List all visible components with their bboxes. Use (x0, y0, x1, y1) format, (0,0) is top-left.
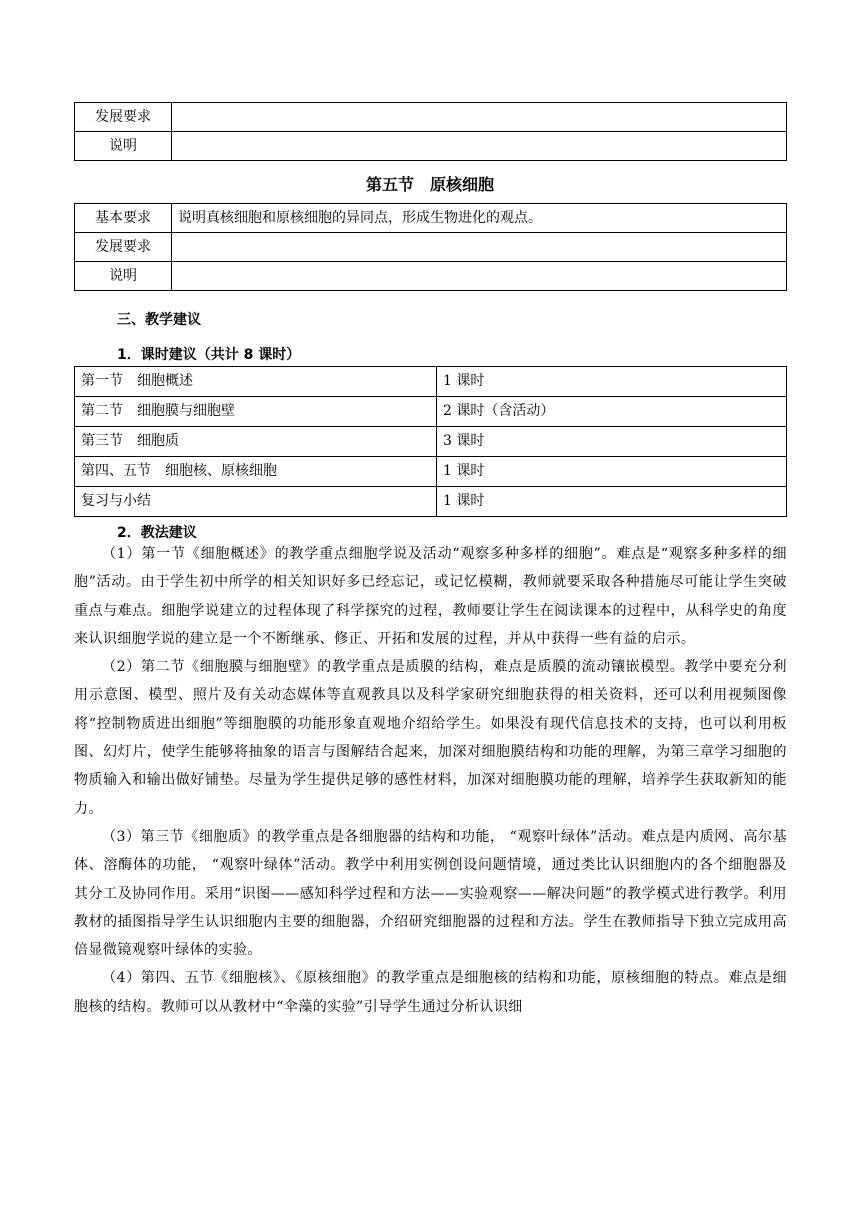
table-row (75, 457, 787, 487)
section-cell: 第四、五节 细胞核、原核细胞 (75, 457, 437, 487)
table-row (75, 397, 787, 427)
paragraph: （4）第四、五节《细胞核》、《原核细胞》的教学重点是细胞核的结构和功能，原核细胞的特点。难点是细胞核的结构。教师可以从教材中“伞藻的实验”引导学生通过分析认识细 (74, 970, 787, 1015)
body-text (74, 540, 787, 1021)
hours-cell: 1 课时 (437, 367, 787, 397)
table-row (75, 132, 787, 161)
paragraph: （3）第三节《细胞质》的教学重点是各细胞器的结构和功能， “观察叶绿体”活动。难点是内质网、高尔基体、溶酶体的功能， “观察叶绿体”活动。教学中利用实例创设问题情境，通过类比认识细胞内的各个细胞器及其分工及协同作用。采用“识图——感知科学过程和方法——实验观察——解决问题”的教学模式进行教学。利用教材的插图指导学生认识细胞内主要的细胞器，介绍研究细胞器的过程和方法。学生在教师指导下独立完成用高倍显微镜观察叶绿体的实验。 (74, 828, 787, 959)
table-row (75, 367, 787, 397)
section-cell: 第二节 细胞膜与细胞壁 (75, 397, 437, 427)
row-label: 说明 (75, 132, 172, 161)
row-value (172, 262, 787, 291)
heading-class-hours: 1．课时建议（共计 8 课时） (117, 347, 301, 363)
section-title: 第五节 原核细胞 (365, 175, 494, 194)
row-label: 说明 (75, 262, 172, 291)
table-row (75, 487, 787, 517)
hours-cell: 2 课时（含活动） (437, 397, 787, 427)
heading-teaching-methods: 2．教法建议 (117, 525, 197, 541)
table-row (75, 103, 787, 132)
table-row (75, 427, 787, 457)
row-value (172, 132, 787, 161)
table-row (75, 233, 787, 262)
table-row (75, 262, 787, 291)
section-cell: 第三节 细胞质 (75, 427, 437, 457)
paragraph: （2）第二节《细胞膜与细胞壁》的教学重点是质膜的结构，难点是质膜的流动镶嵌模型。教学中要充分利用示意图、模型、照片及有关动态媒体等直观教具以及科学家研究细胞获得的相关资料，还可以利用视频图像将“控制物质进出细胞”等细胞膜的功能形象直观地介绍给学生。如果没有现代信息技术的支持，也可以利用板图、幻灯片，使学生能够将抽象的语言与图解结合起来，加深对细胞膜结构和功能的理解，为第三章学习细胞的物质输入和输出做好铺垫。尽量为学生提供足够的感性材料，加深对细胞膜功能的理解，培养学生获取新知的能力。 (74, 659, 787, 817)
hours-cell: 1 课时 (437, 457, 787, 487)
row-label: 发展要求 (75, 233, 172, 262)
row-value: 说明真核细胞和原核细胞的异同点，形成生物进化的观点。 (172, 204, 787, 233)
requirements-table-prev (74, 102, 787, 161)
paragraph: （1）第一节《细胞概述》的教学重点细胞学说及活动“观察多种多样的细胞”。难点是“观察多种多样的细胞”活动。由于学生初中所学的相关知识好多已经忘记，或记忆模糊，教师就要采取各种措施尽可能让学生突破重点与难点。细胞学说建立的过程体现了科学探究的过程，教师要让学生在阅读课本的过程中，从科学史的角度来认识细胞学说的建立是一个不断继承、修正、开拓和发展的过程，并从中获得一些有益的启示。 (74, 546, 787, 647)
section-cell: 第一节 细胞概述 (75, 367, 437, 397)
row-label: 基本要求 (75, 204, 172, 233)
requirements-table (74, 203, 787, 291)
class-hours-table (74, 366, 787, 517)
row-label: 发展要求 (75, 103, 172, 132)
table-row (75, 204, 787, 233)
heading-teaching-suggestions: 三、教学建议 (117, 312, 201, 328)
row-value (172, 103, 787, 132)
row-value (172, 233, 787, 262)
section-cell: 复习与小结 (75, 487, 437, 517)
hours-cell: 1 课时 (437, 487, 787, 517)
hours-cell: 3 课时 (437, 427, 787, 457)
